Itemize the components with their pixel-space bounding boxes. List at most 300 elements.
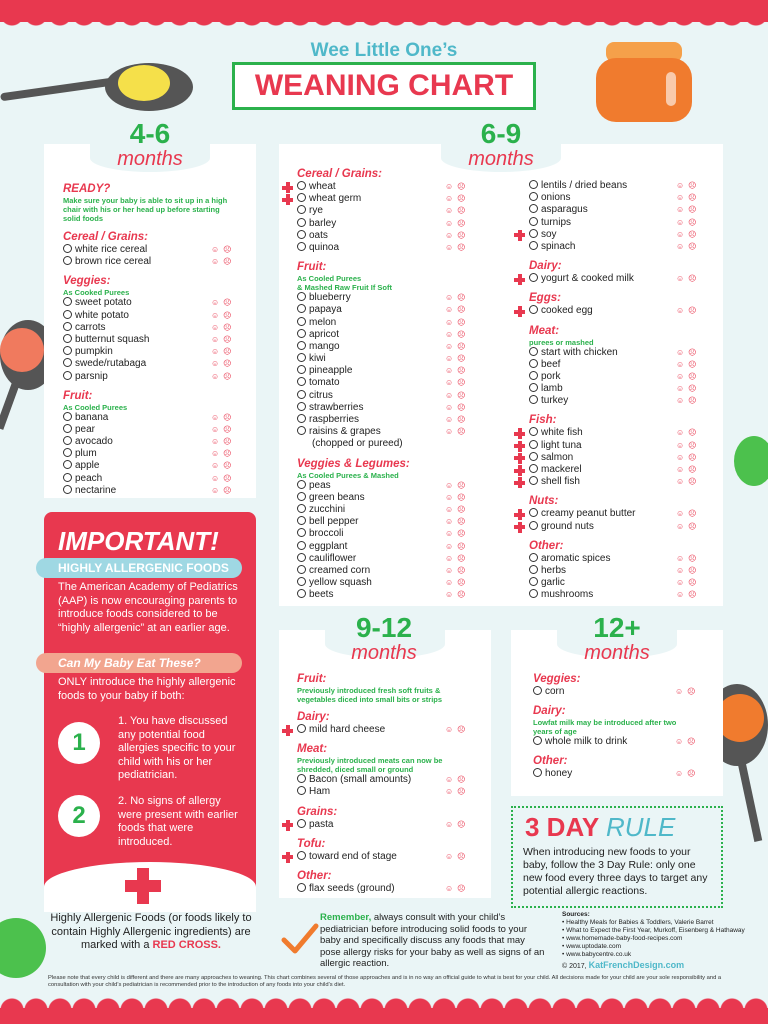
chart-title: WEANING CHART (232, 62, 536, 110)
list-item (297, 341, 517, 353)
checkbox-circle[interactable] (297, 218, 306, 227)
smiley-frown-icon[interactable]: ☺☹ (445, 492, 470, 502)
food-label: brown rice cereal (75, 256, 152, 268)
checkbox-circle[interactable] (297, 492, 306, 501)
smiley-frown-icon[interactable]: ☺☹ (445, 819, 470, 829)
checkbox-circle[interactable] (529, 273, 538, 282)
can-baby-eat-ribbon: Can My Baby Eat These? (36, 653, 242, 673)
checkbox-circle[interactable] (297, 414, 306, 423)
checkbox-circle[interactable] (63, 256, 72, 265)
food-label: citrus (309, 389, 333, 401)
list-item (297, 426, 517, 438)
food-label: white rice cereal (75, 244, 148, 255)
checkbox-circle[interactable] (297, 329, 306, 338)
red-cross-icon (514, 453, 525, 464)
checkbox-circle[interactable] (63, 334, 72, 343)
smiley-frown-icon[interactable]: ☺☹ (676, 440, 701, 450)
food-label: zucchini (309, 503, 346, 515)
smiley-frown-icon[interactable]: ☺☹ (676, 384, 701, 394)
smiley-frown-icon[interactable]: ☺☹ (211, 245, 236, 254)
food-label: oats (309, 229, 328, 241)
important-paragraph: The American Academy of Pediatrics (AAP) is now encouraging parents to introduce foods considered to be “highly allergenic” at an earlier age. (58, 581, 238, 634)
section-title: Fruit: (63, 389, 93, 402)
red-cross-icon (282, 852, 293, 863)
smiley-frown-icon[interactable]: ☺☹ (675, 769, 700, 779)
list-item (529, 305, 709, 317)
checkbox-circle[interactable] (529, 241, 538, 250)
food-label: asparagus (541, 204, 588, 216)
checkbox-circle[interactable] (297, 541, 306, 550)
step-text-1: 1. You have discussed any potential food allergies specific to your child with his or her pediatrician. (118, 715, 236, 781)
list-item (529, 553, 709, 565)
smiley-frown-icon[interactable]: ☺☹ (676, 565, 701, 575)
smiley-frown-icon[interactable]: ☺☹ (445, 305, 470, 315)
smiley-frown-icon[interactable]: ☺☹ (445, 242, 470, 252)
smiley-frown-icon[interactable]: ☺☹ (445, 390, 470, 400)
checkbox-circle[interactable] (297, 304, 306, 313)
smiley-frown-icon[interactable]: ☺☹ (445, 402, 470, 412)
food-label: apricot (309, 328, 340, 340)
list-item (529, 577, 709, 589)
smiley-frown-icon[interactable]: ☺☹ (445, 725, 470, 734)
checkbox-circle[interactable] (297, 365, 306, 374)
food-label: herbs (541, 564, 567, 576)
food-label: eggplant (309, 540, 348, 552)
list-item (63, 460, 243, 472)
smiley-frown-icon[interactable]: ☺☹ (675, 737, 700, 747)
step-number-2: 2 (58, 795, 100, 837)
food-label: flax seeds (ground) (309, 882, 395, 894)
food-label: nectarine (75, 484, 117, 496)
smiley-frown-icon[interactable]: ☺☹ (445, 529, 470, 539)
checkbox-circle[interactable] (529, 577, 538, 586)
rule-title: 3 DAY RULE (525, 812, 676, 842)
smiley-frown-icon[interactable]: ☺☹ (445, 787, 470, 797)
checkbox-circle[interactable] (297, 786, 306, 795)
smiley-frown-icon[interactable]: ☺☹ (445, 504, 470, 514)
food-label: rye (309, 205, 323, 217)
list-item (63, 358, 243, 370)
list-item (529, 521, 709, 533)
checkbox-circle[interactable] (529, 371, 538, 380)
smiley-frown-icon[interactable]: ☺☹ (211, 461, 236, 471)
list-item (297, 504, 517, 516)
source-item[interactable]: • www.uptodate.com (562, 943, 621, 950)
checkbox-circle[interactable] (533, 768, 542, 777)
smiley-frown-icon[interactable]: ☺☹ (445, 194, 470, 204)
food-label: kiwi (309, 353, 326, 365)
food-label: aromatic spices (541, 552, 611, 564)
smiley-frown-icon[interactable]: ☺☹ (676, 193, 701, 203)
checkbox-circle[interactable] (533, 736, 542, 745)
checkbox-circle[interactable] (63, 244, 72, 253)
checkbox-circle[interactable] (63, 436, 72, 445)
section-title: Veggies & Legumes: (297, 457, 410, 470)
source-item[interactable]: • Healthy Meals for Babies & Toddlers, Valerie Barret (562, 919, 714, 926)
smiley-frown-icon[interactable]: ☺☹ (211, 359, 236, 369)
food-label: mild hard cheese (309, 724, 386, 735)
age-heading-4-6: 4-6 months (117, 118, 183, 170)
section-title: Veggies: (533, 673, 581, 685)
food-label: wheat germ (309, 193, 362, 205)
section-note: As Cooled Purees (297, 274, 362, 284)
list-item (63, 297, 243, 309)
section-title: Meat: (529, 324, 560, 337)
list-item (63, 424, 243, 436)
list-item (297, 851, 483, 863)
checkbox-circle[interactable] (297, 292, 306, 301)
smiley-frown-icon[interactable]: ☺☹ (676, 477, 701, 487)
list-item (529, 452, 709, 464)
list-item (297, 414, 517, 426)
smiley-frown-icon[interactable]: ☺☹ (676, 590, 701, 600)
checkbox-circle[interactable] (297, 426, 306, 435)
list-item (297, 565, 517, 577)
allergenic-ribbon: HIGHLY ALLERGENIC FOODS (36, 558, 242, 578)
checkbox-circle[interactable] (529, 217, 538, 226)
section-note: Previously introduced fresh soft fruits & vegetables diced into small bits or strips (297, 686, 443, 704)
section-title: Veggies: (63, 275, 111, 288)
food-label: soy (541, 228, 557, 240)
list-item (529, 464, 709, 476)
checkbox-circle[interactable] (533, 686, 542, 695)
smiley-frown-icon[interactable]: ☺☹ (445, 578, 470, 588)
chart-subtitle: Wee Little One’s (310, 40, 458, 61)
allergen-footer: Highly Allergenic Foods (or foods likely to contain Highly Allergenic ingredients) are marked with a RED CROSS. (50, 912, 252, 951)
list-item (529, 359, 709, 371)
food-label: blueberry (309, 292, 351, 304)
smiley-frown-icon[interactable]: ☺☹ (211, 257, 236, 267)
checkbox-circle[interactable] (297, 528, 306, 537)
checkbox-circle[interactable] (63, 448, 72, 457)
checkbox-circle[interactable] (297, 242, 306, 251)
smiley-frown-icon[interactable]: ☺☹ (445, 480, 470, 490)
bottom-border (0, 1008, 768, 1024)
food-label: yogurt & cooked milk (541, 273, 634, 285)
list-item (63, 346, 243, 358)
list-item (297, 365, 517, 377)
food-label: peas (309, 479, 331, 491)
list-item (297, 317, 517, 329)
list-item (63, 322, 243, 334)
smiley-frown-icon[interactable]: ☺☹ (676, 371, 701, 381)
checkbox-circle[interactable] (63, 412, 72, 421)
food-label: strawberries (309, 401, 364, 413)
smiley-frown-icon[interactable]: ☺☹ (211, 449, 236, 459)
list-item (63, 371, 243, 383)
smiley-frown-icon[interactable]: ☺☹ (445, 329, 470, 339)
checkbox-circle[interactable] (297, 883, 306, 892)
list-item (529, 192, 709, 204)
food-label: Ham (309, 786, 331, 798)
checkbox-circle[interactable] (63, 485, 72, 494)
smiley-frown-icon[interactable]: ☺☹ (445, 206, 470, 216)
smiley-frown-icon[interactable]: ☺☹ (445, 427, 470, 437)
checkbox-circle[interactable] (529, 476, 538, 485)
checkbox-circle[interactable] (297, 553, 306, 562)
smiley-frown-icon[interactable]: ☺☹ (676, 521, 701, 531)
checkbox-circle[interactable] (529, 440, 538, 449)
checkbox-circle[interactable] (63, 346, 72, 355)
section-title: Cereal / Grains: (297, 168, 383, 180)
smiley-frown-icon[interactable]: ☺☹ (211, 371, 236, 381)
list-item (297, 402, 517, 414)
section-title: Meat: (297, 743, 328, 756)
smiley-frown-icon[interactable]: ☺☹ (211, 424, 236, 434)
food-label: mackerel (541, 464, 582, 475)
checkbox-circle[interactable] (529, 553, 538, 562)
food-label: cooked egg (541, 305, 593, 317)
checkbox-circle[interactable] (529, 204, 538, 213)
section-note: Lowfat milk may be introduced after two years of age (533, 718, 677, 737)
checkbox-circle[interactable] (297, 480, 306, 489)
checkbox-circle[interactable] (297, 504, 306, 513)
red-cross-icon (514, 230, 525, 241)
food-label: white fish (541, 427, 583, 439)
checkbox-circle[interactable] (297, 516, 306, 525)
checkbox-circle[interactable] (529, 565, 538, 574)
smiley-frown-icon[interactable]: ☺☹ (211, 473, 236, 483)
food-label: cauliflower (309, 552, 357, 564)
food-label: toward end of stage (309, 850, 397, 862)
section-title: Dairy: (529, 260, 562, 273)
checkbox-circle[interactable] (63, 358, 72, 367)
smiley-frown-icon[interactable]: ☺☹ (211, 322, 236, 332)
list-item-note: (chopped or pureed) (312, 438, 403, 450)
list-item (63, 256, 243, 268)
food-label: pasta (309, 818, 334, 830)
section-title: Dairy: (297, 711, 330, 723)
step-text-2: 2. No signs of allergy were present with earlier foods that were introduced. (118, 795, 238, 848)
list-item (297, 230, 517, 242)
food-label: pear (75, 423, 96, 435)
list-item (63, 473, 243, 485)
list-item (297, 242, 517, 254)
checkbox-circle[interactable] (529, 395, 538, 404)
smiley-frown-icon[interactable]: ☺☹ (211, 298, 236, 308)
step-number-1: 1 (58, 722, 100, 764)
smiley-frown-icon[interactable]: ☺☹ (676, 359, 701, 369)
list-item (533, 736, 713, 748)
food-label: onions (541, 192, 571, 204)
smiley-frown-icon[interactable]: ☺☹ (675, 687, 700, 696)
food-label: parsnip (75, 370, 108, 382)
checkbox-circle[interactable] (297, 377, 306, 386)
checkbox-circle[interactable] (63, 322, 72, 331)
section-note: & Mashed Raw Fruit If Soft (297, 283, 393, 293)
checkbox-circle[interactable] (63, 371, 72, 380)
list-4-6 (63, 182, 243, 497)
food-label: shell fish (541, 476, 580, 488)
checkbox-circle[interactable] (63, 424, 72, 433)
checkbox-circle[interactable] (529, 452, 538, 461)
food-label: pumpkin (75, 346, 113, 358)
food-label: avocado (75, 436, 113, 448)
smiley-frown-icon[interactable]: ☺☹ (445, 366, 470, 376)
list-item (529, 476, 709, 488)
smiley-frown-icon[interactable]: ☺☹ (676, 217, 701, 227)
checkbox-circle[interactable] (529, 521, 538, 530)
smiley-frown-icon[interactable]: ☺☹ (211, 485, 236, 495)
list-item (529, 383, 709, 395)
smiley-frown-icon[interactable]: ☺☹ (676, 452, 701, 462)
list-item (297, 553, 517, 565)
checkbox-circle[interactable] (529, 229, 538, 238)
smiley-frown-icon[interactable]: ☺☹ (445, 590, 470, 600)
smiley-frown-icon[interactable]: ☺☹ (445, 182, 470, 191)
list-item (297, 218, 517, 230)
checkbox-circle[interactable] (297, 341, 306, 350)
food-label: yellow squash (309, 577, 372, 589)
smiley-frown-icon[interactable]: ☺☹ (211, 437, 236, 447)
smiley-frown-icon[interactable]: ☺☹ (445, 293, 470, 303)
food-label: papaya (309, 304, 342, 316)
smiley-frown-icon[interactable]: ☺☹ (676, 509, 701, 519)
smiley-frown-icon[interactable]: ☺☹ (445, 218, 470, 228)
checkbox-circle[interactable] (63, 473, 72, 482)
smiley-frown-icon[interactable]: ☺☹ (676, 428, 701, 438)
source-item[interactable]: • What to Expect the First Year, Murkoff, Eisenberg & Hathaway (562, 927, 745, 934)
food-label: melon (309, 316, 337, 328)
smiley-frown-icon[interactable]: ☺☹ (676, 229, 701, 239)
checkbox-circle[interactable] (529, 180, 538, 189)
checkbox-circle[interactable] (63, 310, 72, 319)
section-title: Eggs: (529, 292, 561, 305)
list-item (297, 516, 517, 528)
food-label: garlic (541, 577, 565, 589)
list-6-9-col2 (529, 180, 709, 602)
list-12 (533, 672, 713, 781)
smiley-frown-icon[interactable]: ☺☹ (676, 396, 701, 406)
list-item (529, 395, 709, 407)
checkbox-circle[interactable] (529, 589, 538, 598)
disclaimer: Please note that every child is different and there are many approaches to weaning. This chart combines several of those approaches and is in no way an official guide to what is best for your child. All decisions made for your child are your sole responsibility and a consultation with your child’s pediatrician is recommended prior to the introduction of any foods into your child’s diet. (48, 975, 722, 988)
food-label: broccoli (309, 528, 344, 540)
smiley-frown-icon[interactable]: ☺☹ (676, 181, 701, 190)
food-label: peach (75, 472, 103, 484)
list-item (297, 205, 517, 217)
food-label: ground nuts (541, 520, 594, 532)
smiley-frown-icon[interactable]: ☺☹ (211, 334, 236, 344)
section-title: Nuts: (529, 495, 559, 508)
checkbox-circle[interactable] (529, 427, 538, 436)
food-label: lamb (541, 383, 563, 395)
list-item (297, 329, 517, 341)
checkbox-circle[interactable] (297, 589, 306, 598)
checkbox-circle[interactable] (297, 353, 306, 362)
food-label: corn (545, 686, 565, 697)
smiley-frown-icon[interactable]: ☺☹ (445, 541, 470, 551)
red-cross-icon (514, 477, 525, 488)
smiley-frown-icon[interactable]: ☺☹ (211, 347, 236, 357)
list-item (297, 390, 517, 402)
food-label: barley (309, 217, 337, 229)
food-label: beef (541, 358, 561, 370)
smiley-frown-icon[interactable]: ☺☹ (445, 553, 470, 563)
smiley-frown-icon[interactable]: ☺☹ (445, 317, 470, 327)
smiley-frown-icon[interactable]: ☺☹ (445, 354, 470, 364)
food-label: raisins & grapes (309, 426, 381, 438)
smiley-frown-icon[interactable]: ☺☹ (445, 341, 470, 351)
source-item[interactable]: • www.homemade-baby-food-recipes.com (562, 935, 683, 942)
smiley-frown-icon[interactable]: ☺☹ (676, 347, 701, 357)
red-cross-icon (514, 274, 525, 285)
smiley-frown-icon[interactable]: ☺☹ (676, 465, 701, 474)
checkbox-circle[interactable] (529, 305, 538, 314)
smiley-frown-icon[interactable]: ☺☹ (211, 310, 236, 320)
checkbox-circle[interactable] (297, 317, 306, 326)
checkbox-circle[interactable] (63, 460, 72, 469)
checkbox-circle[interactable] (297, 205, 306, 214)
smiley-frown-icon[interactable]: ☺☹ (445, 565, 470, 575)
brand-link[interactable]: KatFrenchDesign.com (588, 960, 685, 970)
checkbox-circle[interactable] (297, 774, 306, 783)
smiley-frown-icon[interactable]: ☺☹ (676, 553, 701, 563)
section-title: READY? (63, 183, 111, 195)
list-item (529, 204, 709, 216)
smiley-frown-icon[interactable]: ☺☹ (211, 412, 236, 422)
checkbox-circle[interactable] (297, 819, 306, 828)
checkbox-circle[interactable] (297, 193, 306, 202)
checkbox-circle[interactable] (297, 181, 306, 190)
food-label: mango (309, 340, 340, 352)
list-item (297, 541, 517, 553)
checkbox-circle[interactable] (529, 508, 538, 517)
list-item (297, 377, 517, 389)
checkbox-circle[interactable] (529, 347, 538, 356)
smiley-frown-icon[interactable]: ☺☹ (676, 241, 701, 251)
smiley-frown-icon[interactable]: ☺☹ (445, 883, 470, 893)
checkbox-circle[interactable] (63, 297, 72, 306)
checkbox-circle[interactable] (297, 577, 306, 586)
smiley-frown-icon[interactable]: ☺☹ (445, 378, 470, 388)
checkbox-circle[interactable] (529, 383, 538, 392)
smiley-frown-icon[interactable]: ☺☹ (676, 306, 701, 316)
food-label: creamed corn (309, 564, 371, 576)
red-cross-icon (125, 868, 161, 904)
checkbox-circle[interactable] (297, 565, 306, 574)
food-label: plum (75, 448, 97, 460)
list-9-12 (297, 672, 483, 895)
checkbox-circle[interactable] (297, 851, 306, 860)
smiley-frown-icon[interactable]: ☺☹ (445, 517, 470, 527)
checkbox-circle[interactable] (529, 359, 538, 368)
red-cross-icon (514, 306, 525, 317)
list-item (297, 353, 517, 365)
section-title: Fruit: (297, 673, 327, 685)
smiley-frown-icon[interactable]: ☺☹ (676, 578, 701, 588)
list-item (63, 310, 243, 322)
smiley-frown-icon[interactable]: ☺☹ (445, 775, 470, 785)
smiley-frown-icon[interactable]: ☺☹ (676, 205, 701, 215)
smiley-frown-icon[interactable]: ☺☹ (445, 230, 470, 240)
checkbox-circle[interactable] (297, 230, 306, 239)
checkbox-circle[interactable] (297, 724, 306, 733)
checkbox-circle[interactable] (529, 464, 538, 473)
smiley-frown-icon[interactable]: ☺☹ (445, 851, 470, 861)
smiley-frown-icon[interactable]: ☺☹ (445, 415, 470, 424)
list-item (529, 589, 709, 601)
checkbox-circle[interactable] (297, 390, 306, 399)
checkbox-circle[interactable] (297, 402, 306, 411)
food-label: apple (75, 460, 100, 472)
list-item (63, 448, 243, 460)
list-item (297, 819, 483, 831)
checkbox-circle[interactable] (529, 192, 538, 201)
food-label: banana (75, 411, 109, 423)
source-item[interactable]: • www.babycentre.co.uk (562, 951, 632, 958)
smiley-frown-icon[interactable]: ☺☹ (676, 274, 701, 284)
